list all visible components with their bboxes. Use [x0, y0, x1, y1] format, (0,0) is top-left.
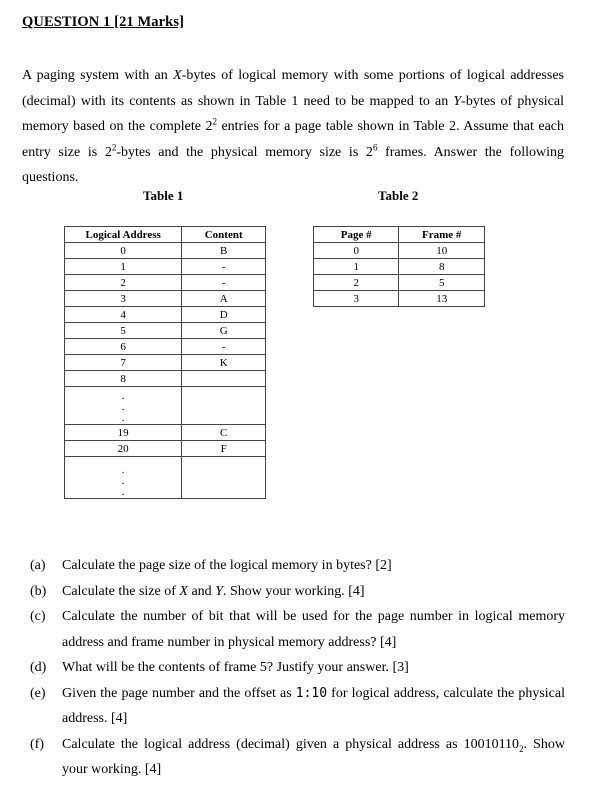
intro-paragraph: A paging system with an X-bytes of logical memory with some portions of logical addresses (decimal) with its contents as shown in Table 1 need to be mapped to an Y-bytes of physical memory based on the complete $2^2$ entries for a page table shown in Table 2. Assume that each entry size is $2^2$-bytes and the physical memory size is $2^6$ frames. Answer the following questions.: [22, 68, 565, 185]
table-row: [65, 259, 266, 275]
table-cell: . . .: [65, 387, 182, 425]
table-cell: 6: [65, 339, 182, 355]
column-header: Content: [182, 227, 266, 243]
table-cell: -: [182, 275, 266, 291]
question-e: (e) Given the page number and the offset as 1:10 for logical address, calculate the physical address. [4]: [30, 685, 565, 726]
table-cell: D: [182, 307, 266, 323]
table-cell: 10: [399, 243, 485, 259]
table-cell: 8: [65, 371, 182, 387]
table-row: [65, 243, 266, 259]
table-cell: F: [182, 441, 266, 457]
table2: [313, 226, 485, 307]
table-row: [65, 425, 266, 441]
table-row: [65, 371, 266, 387]
question-b: (b) Calculate the size of X and Y. Show your working. [4]: [30, 583, 365, 599]
table-cell: 7: [65, 355, 182, 371]
table-cell: -: [182, 339, 266, 355]
table-row: [65, 441, 266, 457]
table-cell: 0: [314, 243, 399, 259]
table-cell: A: [182, 291, 266, 307]
table2-caption: Table 2: [378, 188, 419, 203]
table-cell: 3: [314, 291, 399, 307]
table-row: [314, 259, 485, 275]
table-cell: 4: [65, 307, 182, 323]
table-cell: K: [182, 355, 266, 371]
table-row: [65, 291, 266, 307]
table-cell: 5: [65, 323, 182, 339]
question-list: [30, 553, 565, 783]
table-cell: [182, 371, 266, 387]
question-f: (f) Calculate the logical address (decimal) given a physical address as $10010110_2$. Show your working. [4]: [30, 736, 565, 777]
ellipsis-row: [65, 387, 266, 425]
table-header-row: [314, 227, 485, 243]
table-cell: 13: [399, 291, 485, 307]
table-cell: 1: [65, 259, 182, 275]
table-row: [314, 243, 485, 259]
table-row: [314, 291, 485, 307]
column-header: Logical Address: [65, 227, 182, 243]
table-row: [65, 323, 266, 339]
table-row: [314, 275, 485, 291]
table-cell: 19: [65, 425, 182, 441]
question-heading: QUESTION 1 [21 Marks]: [22, 14, 185, 30]
ellipsis-row: [65, 457, 266, 499]
table-cell: C: [182, 425, 266, 441]
table-row: [65, 355, 266, 371]
table-cell: 2: [65, 275, 182, 291]
table-row: [65, 339, 266, 355]
table-cell: B: [182, 243, 266, 259]
table-cell: 5: [399, 275, 485, 291]
table-cell: 20: [65, 441, 182, 457]
table-cell: 1: [314, 259, 399, 275]
question-c: (c) Calculate the number of bit that will be used for the page number in logical memory address and frame number in physical memory address? [4]: [30, 609, 565, 650]
table-cell: 8: [399, 259, 485, 275]
table-cell: [182, 457, 266, 499]
table1: [64, 226, 266, 499]
question-a: (a) Calculate the page size of the logical memory in bytes? [2]: [30, 558, 392, 573]
table-cell: 2: [314, 275, 399, 291]
table1-caption: Table 1: [143, 188, 184, 203]
table-cell: . . .: [65, 457, 182, 499]
table-cell: [182, 387, 266, 425]
table-cell: G: [182, 323, 266, 339]
table-row: [65, 275, 266, 291]
column-header: Frame #: [399, 227, 485, 243]
table-cell: 3: [65, 291, 182, 307]
table-cell: 0: [65, 243, 182, 259]
table-cell: -: [182, 259, 266, 275]
table-header-row: [65, 227, 266, 243]
column-header: Page #: [314, 227, 399, 243]
question-d: (d) What will be the contents of frame 5? Justify your answer. [3]: [30, 660, 409, 675]
table-row: [65, 307, 266, 323]
